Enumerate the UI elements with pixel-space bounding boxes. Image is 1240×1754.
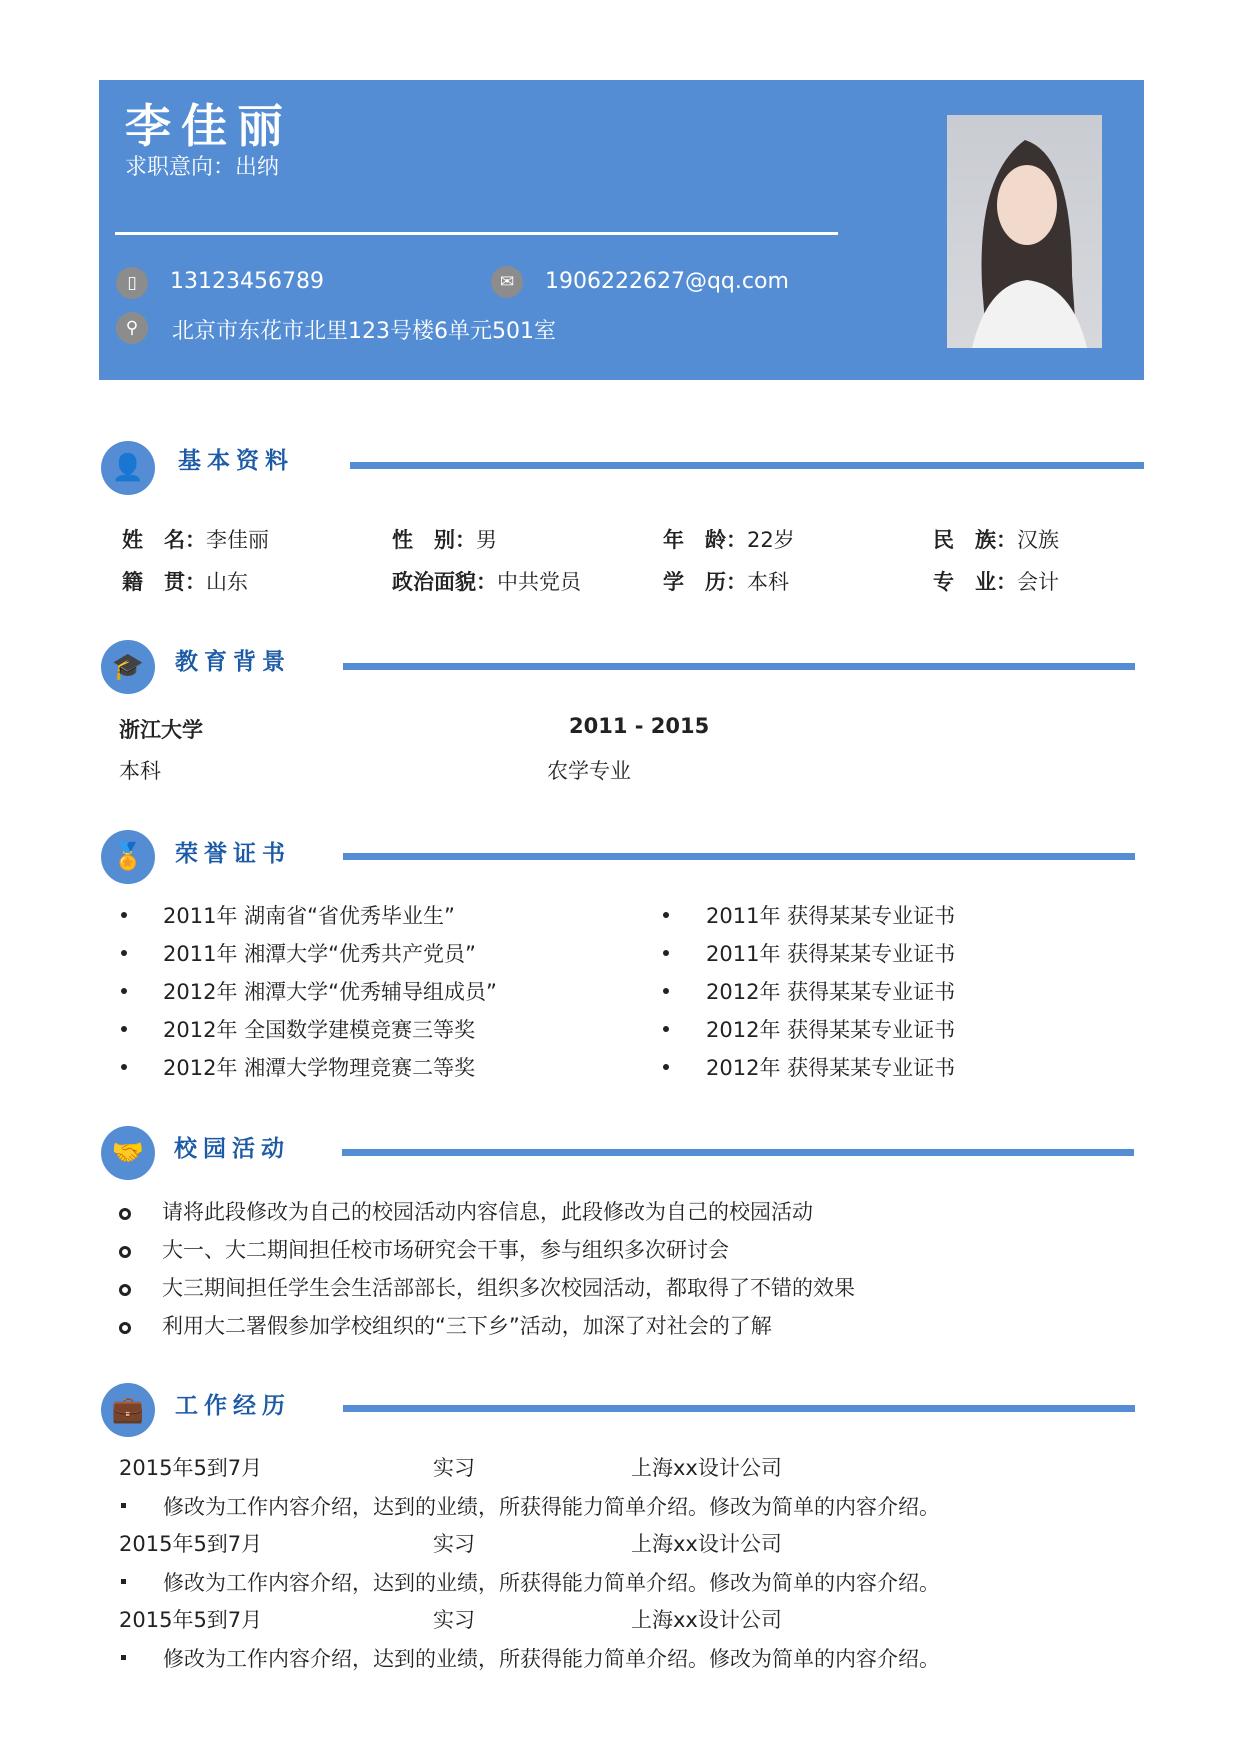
- bullet-icon: [119, 1322, 131, 1334]
- section-title-basic: 基本资料: [178, 448, 294, 474]
- phone-icon: ▯: [116, 267, 148, 299]
- bullet-icon: [121, 1655, 126, 1660]
- section-title-education: 教育背景: [175, 649, 291, 675]
- campus-activity-icon: 🤝: [101, 1126, 155, 1180]
- school-years: 2011 - 2015: [569, 714, 710, 738]
- header-divider: [115, 232, 838, 235]
- degree: 本科: [119, 759, 161, 783]
- job-intent: 求职意向：出纳: [125, 155, 280, 180]
- info-name: 姓 名：李佳丽: [122, 528, 269, 552]
- bullet-icon: [663, 912, 669, 918]
- work-icon: 💼: [101, 1383, 155, 1437]
- bullet-icon: [119, 1284, 131, 1296]
- graduation-cap-icon: 🎓: [101, 640, 155, 694]
- work-company: 上海xx设计公司: [631, 1608, 782, 1632]
- campus-item: 请将此段修改为自己的校园活动内容信息，此段修改为自己的校园活动: [162, 1200, 813, 1224]
- work-role: 实习: [433, 1608, 475, 1632]
- work-desc: 修改为工作内容介绍，达到的业绩，所获得能力简单介绍。修改为简单的内容介绍。: [163, 1647, 940, 1671]
- award-icon: 🏅: [101, 830, 155, 884]
- honor-item: 2012年 湘潭大学物理竞赛二等奖: [163, 1056, 476, 1080]
- certificate-item: 2012年 获得某某专业证书: [706, 1056, 956, 1080]
- work-role: 实习: [433, 1532, 475, 1556]
- section-divider: [343, 1405, 1135, 1412]
- bullet-icon: [121, 950, 127, 956]
- mail-icon: ✉: [491, 266, 523, 298]
- info-gender: 性 别：男: [392, 528, 497, 552]
- campus-item: 大一、大二期间担任校市场研究会干事，参与组织多次研讨会: [162, 1238, 729, 1262]
- work-date: 2015年5到7月: [119, 1532, 263, 1556]
- honor-item: 2012年 全国数学建模竞赛三等奖: [163, 1018, 476, 1042]
- campus-item: 利用大二署假参加学校组织的“三下乡”活动，加深了对社会的了解: [162, 1314, 772, 1338]
- honor-item: 2011年 湘潭大学“优秀共产党员”: [163, 942, 476, 966]
- bullet-icon: [121, 912, 127, 918]
- honor-item: 2012年 湘潭大学“优秀辅导组成员”: [163, 980, 497, 1004]
- section-divider: [343, 853, 1135, 860]
- section-title-campus: 校园活动: [174, 1136, 290, 1162]
- certificate-item: 2011年 获得某某专业证书: [706, 904, 956, 928]
- work-company: 上海xx设计公司: [631, 1532, 782, 1556]
- section-divider: [343, 663, 1135, 670]
- bullet-icon: [663, 1026, 669, 1032]
- bullet-icon: [121, 1503, 126, 1508]
- bullet-icon: [663, 950, 669, 956]
- certificate-item: 2012年 获得某某专业证书: [706, 1018, 956, 1042]
- bullet-icon: [663, 988, 669, 994]
- info-ethnicity: 民 族：汉族: [933, 528, 1059, 552]
- section-divider: [350, 462, 1144, 469]
- bullet-icon: [663, 1064, 669, 1070]
- work-desc: 修改为工作内容介绍，达到的业绩，所获得能力简单介绍。修改为简单的内容介绍。: [163, 1495, 940, 1519]
- major: 农学专业: [547, 759, 631, 783]
- phone-number: 13123456789: [170, 269, 324, 294]
- honor-item: 2011年 湖南省“省优秀毕业生”: [163, 904, 455, 928]
- work-date: 2015年5到7月: [119, 1608, 263, 1632]
- certificate-item: 2012年 获得某某专业证书: [706, 980, 956, 1004]
- bullet-icon: [121, 1579, 126, 1584]
- bullet-icon: [121, 1026, 127, 1032]
- bullet-icon: [119, 1246, 131, 1258]
- bullet-icon: [121, 1064, 127, 1070]
- profile-photo: [947, 115, 1102, 348]
- section-title-work: 工作经历: [175, 1393, 291, 1419]
- work-company: 上海xx设计公司: [631, 1456, 782, 1480]
- candidate-name: 李佳丽: [125, 99, 293, 153]
- bullet-icon: [119, 1208, 131, 1220]
- location-icon: ⚲: [116, 312, 148, 344]
- section-title-honors: 荣誉证书: [175, 841, 291, 867]
- bullet-icon: [121, 988, 127, 994]
- header-banner: [99, 80, 1144, 380]
- person-icon: 👤: [101, 441, 155, 495]
- section-divider: [342, 1149, 1134, 1156]
- info-hometown: 籍 贯：山东: [122, 570, 248, 594]
- address: 北京市东花市北里123号楼6单元501室: [172, 319, 556, 344]
- info-age: 年 龄：22岁: [663, 528, 795, 552]
- email-address: 1906222627@qq.com: [545, 269, 789, 294]
- work-desc: 修改为工作内容介绍，达到的业绩，所获得能力简单介绍。修改为简单的内容介绍。: [163, 1571, 940, 1595]
- work-role: 实习: [433, 1456, 475, 1480]
- certificate-item: 2011年 获得某某专业证书: [706, 942, 956, 966]
- info-major: 专 业：会计: [933, 570, 1059, 594]
- info-education: 学 历：本科: [663, 570, 789, 594]
- school-name: 浙江大学: [119, 718, 203, 742]
- campus-item: 大三期间担任学生会生活部部长，组织多次校园活动，都取得了不错的效果: [162, 1276, 855, 1300]
- work-date: 2015年5到7月: [119, 1456, 263, 1480]
- info-political: 政治面貌：中共党员: [392, 570, 581, 594]
